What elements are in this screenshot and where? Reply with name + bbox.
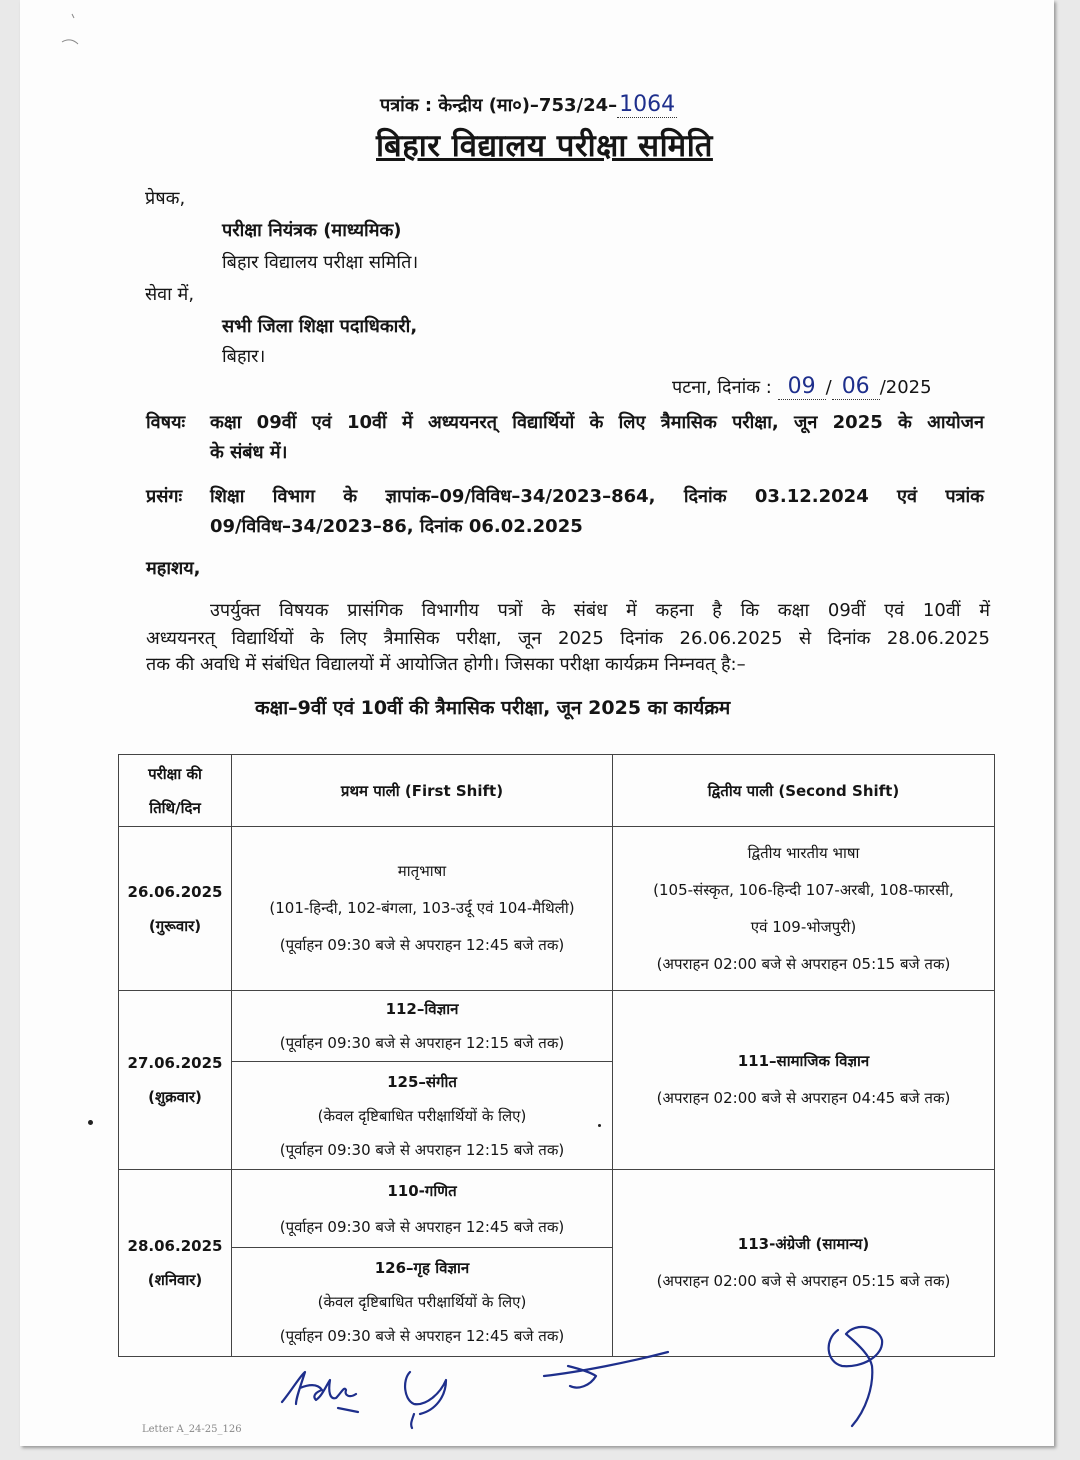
handwritten-date-day: 09: [778, 374, 826, 400]
exam-time: (पूर्वाहन 09:30 बजे से अपराहन 12:45 बजे तक): [279, 1217, 565, 1236]
reference-prefix: पत्रांक : केन्द्रीय (मा०)–753/24–: [380, 95, 618, 116]
reference-line-2: 09/विविध–34/2023–86, दिनांक 06.02.2025: [210, 516, 583, 537]
subject-name: द्वितीय भारतीय भाषा: [747, 843, 860, 862]
subject-label: विषयः: [146, 412, 186, 433]
table-row: [119, 991, 995, 1062]
subject-name: 113-अंग्रेजी (सामान्य): [737, 1235, 870, 1253]
date-cell: [119, 1170, 232, 1357]
recipient-designation: सभी जिला शिक्षा पदाधिकारी,: [222, 316, 418, 337]
exam-day: (शनिवार): [147, 1271, 203, 1289]
handwritten-date-month: 06: [832, 374, 880, 400]
body-line-3: तक की अवधि में संबंधित विद्यालयों में आयोजित होगी। जिसका परीक्षा कार्यक्रम निम्नवत् है:–: [146, 654, 746, 675]
subject-name: 112–विज्ञान: [385, 1000, 459, 1018]
exam-time: (अपराहन 02:00 बजे से अपराहन 04:45 बजे तक): [656, 1089, 951, 1107]
schedule-title: कक्षा–9वीं एवं 10वीं की त्रैमासिक परीक्षा, जून 2025 का कार्यक्रम: [255, 697, 731, 719]
exam-time: (अपराहन 02:00 बजे से अपराहन 05:15 बजे तक): [656, 1272, 951, 1290]
first-shift-cell: [232, 991, 613, 1062]
date-line: पटना, दिनांक : 09 / 06 /2025: [672, 374, 932, 399]
subject-name: 125–संगीत: [387, 1072, 457, 1091]
first-shift-cell: [232, 827, 613, 991]
header-date-cell: [119, 755, 232, 827]
header-date-line-1: परीक्षा की: [148, 764, 202, 783]
date-prefix: पटना, दिनांक :: [672, 377, 772, 398]
exam-time: (पूर्वाहन 09:30 बजे से अपराहन 12:45 बजे तक): [279, 1327, 565, 1345]
subject-name: 126–गृह विज्ञान: [374, 1259, 470, 1277]
header-first-shift: प्रथम पाली (First Shift): [232, 755, 613, 827]
handwritten-ref-number: 1064: [619, 92, 676, 117]
exam-time: (पूर्वाहन 09:30 बजे से अपराहन 12:15 बजे तक): [279, 1034, 565, 1052]
body-line-1: उपर्युक्त विषयक प्रासंगिक विभागीय पत्रों के संबंध में कहना है कि कक्षा 09वीं एवं 10वीं में: [210, 600, 990, 621]
scan-dot: [598, 1124, 601, 1127]
salutation: महाशय,: [146, 558, 201, 579]
date-cell: [119, 991, 232, 1170]
second-shift-cell: [613, 827, 995, 991]
first-shift-cell: [232, 1170, 613, 1248]
exam-day: (शुक्रवार): [148, 1088, 202, 1106]
second-shift-cell: [613, 1170, 995, 1357]
subject-line-1: कक्षा 09वीं एवं 10वीं में अध्ययनरत् विद्यार्थियों के लिए त्रैमासिक परीक्षा, जून 2025 के आयोजन: [210, 412, 984, 433]
exam-time: (अपराहन 02:00 बजे से अपराहन 05:15 बजे तक): [656, 954, 951, 973]
first-shift-cell: [232, 1248, 613, 1357]
exam-time: (पूर्वाहन 09:30 बजे से अपराहन 12:15 बजे तक): [279, 1140, 565, 1159]
exam-time: (पूर्वाहन 09:30 बजे से अपराहन 12:45 बजे तक): [279, 936, 565, 954]
subject-note: (केवल दृष्टिबाधित परीक्षार्थियों के लिए): [317, 1106, 527, 1125]
second-shift-cell: [613, 991, 995, 1170]
subject-name: 110-गणित: [387, 1181, 457, 1200]
body-line-2: अध्ययनरत् विद्यार्थियों के लिए त्रैमासिक परीक्षा, जून 2025 दिनांक 26.06.2025 से दिनांक 28.06.2025: [146, 628, 990, 649]
footer-letter-code: Letter A_24-25_126: [142, 1424, 242, 1435]
subject-note: (केवल दृष्टिबाधित परीक्षार्थियों के लिए): [317, 1293, 527, 1311]
table-row: [119, 1170, 995, 1248]
header-second-shift: द्वितीय पाली (Second Shift): [613, 755, 995, 827]
recipient-label: सेवा में,: [145, 284, 195, 305]
first-shift-cell: [232, 1062, 613, 1170]
date-cell: [119, 827, 232, 991]
subject-codes-cont: एवं 109-भोजपुरी): [750, 917, 857, 936]
exam-day: (गुरूवार): [148, 916, 202, 935]
exam-date: 27.06.2025: [127, 1054, 223, 1072]
date-year: /2025: [879, 377, 932, 398]
subject-codes: (101-हिन्दी, 102-बंगला, 103-उर्दू एवं 104-मैथिली): [269, 899, 575, 917]
reference-label: प्रसंगः: [146, 486, 183, 507]
exam-date: 26.06.2025: [127, 882, 223, 901]
subject-name: मातृभाषा: [397, 862, 447, 880]
sender-label: प्रेषक,: [145, 188, 186, 209]
recipient-place: बिहार।: [222, 346, 266, 367]
subject-line-2: के संबंध में।: [210, 442, 288, 463]
organization-title: बिहार विद्यालय परीक्षा समिति: [376, 128, 713, 164]
sender-designation: परीक्षा नियंत्रक (माध्यमिक): [222, 220, 402, 241]
table-header-row: [119, 755, 995, 827]
exam-schedule-table: [118, 754, 995, 1357]
table-row: [119, 827, 995, 991]
reference-number-line: [380, 92, 677, 117]
subject-codes: (105-संस्कृत, 106-हिन्दी 107-अरबी, 108-फारसी,: [653, 880, 954, 899]
sender-office: बिहार विद्यालय परीक्षा समिति।: [222, 252, 419, 273]
subject-name: 111–सामाजिक विज्ञान: [737, 1052, 870, 1070]
scan-dot: [88, 1120, 93, 1125]
reference-line-1: शिक्षा विभाग के ज्ञापांक–09/विविध–34/2023–864, दिनांक 03.12.2024 एवं पत्रांक: [210, 486, 984, 507]
header-date-line-2: तिथि/दिन: [149, 798, 201, 817]
exam-date: 28.06.2025: [127, 1237, 223, 1255]
